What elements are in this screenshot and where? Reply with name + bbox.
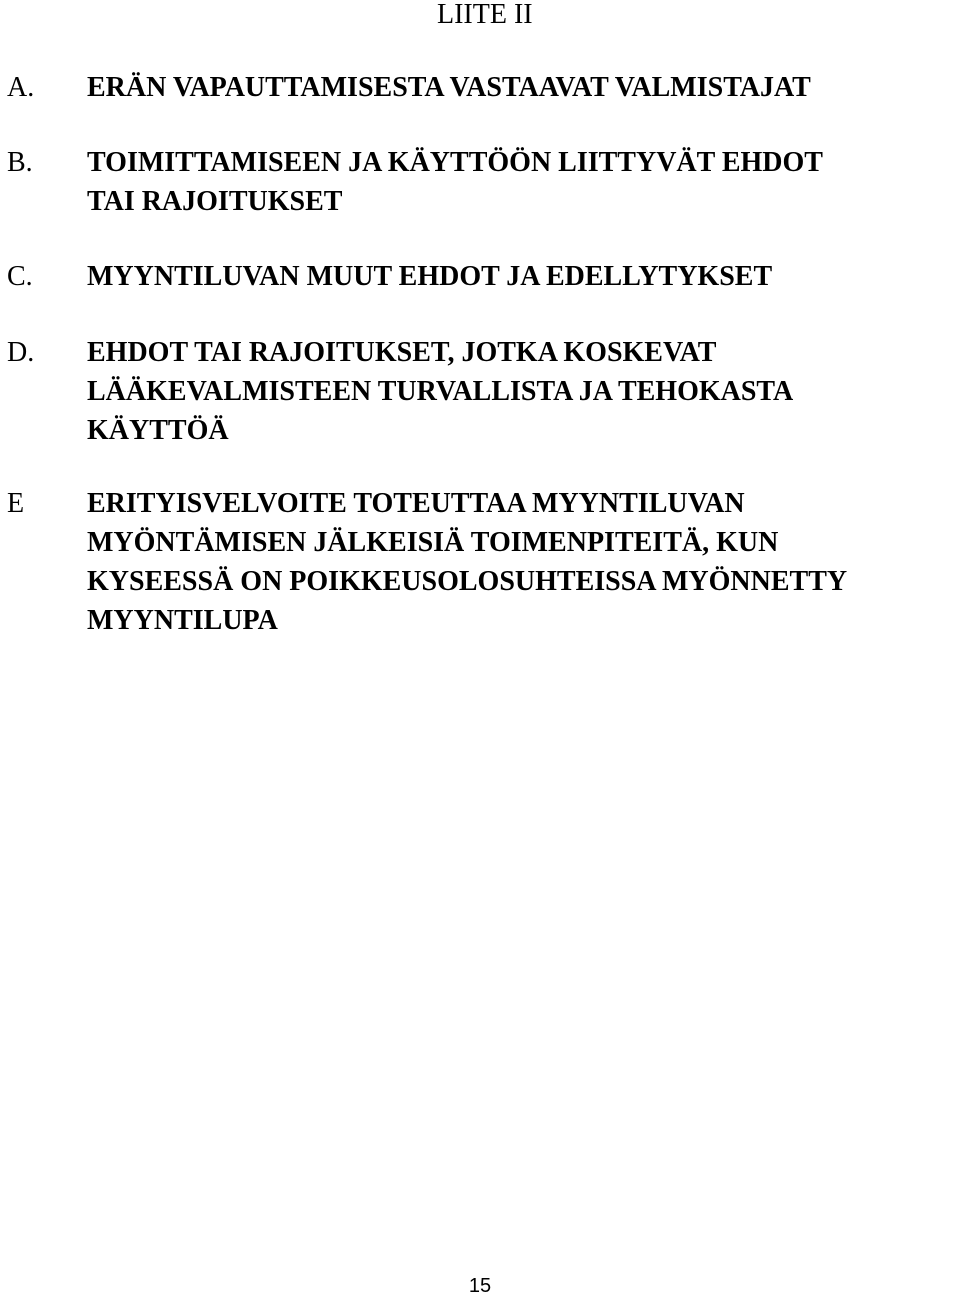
section-letter: E — [7, 488, 25, 519]
section-letter: A. — [7, 72, 35, 103]
section-heading: EHDOT TAI RAJOITUKSET, JOTKA KOSKEVAT LÄÄKEVALMISTEEN TURVALLISTA JA TEHOKASTA KÄYTTÖÄ — [87, 337, 794, 446]
section-c — [7, 257, 957, 296]
section-heading: TOIMITTAMISEEN JA KÄYTTÖÖN LIITTYVÄT EHDOT TAI RAJOITUKSET — [87, 147, 823, 217]
section-d — [7, 333, 957, 450]
section-b — [7, 143, 957, 221]
section-heading: ERITYISVELVOITE TOTEUTTAA MYYNTILUVAN MYÖNTÄMISEN JÄLKEISIÄ TOIMENPITEITÄ, KUN KYSEESSÄ ON POIKKEUSOLOSUHTEISSA MYÖNNETTY MYYNTILUPA — [87, 488, 848, 636]
section-heading: ERÄN VAPAUTTAMISESTA VASTAAVAT VALMISTAJAT — [87, 72, 811, 103]
section-e — [7, 484, 957, 640]
annex-title: LIITE II — [437, 0, 533, 30]
section-letter: D. — [7, 337, 35, 368]
section-heading: MYYNTILUVAN MUUT EHDOT JA EDELLYTYKSET — [87, 261, 773, 292]
page-number: 15 — [468, 1275, 492, 1297]
section-letter: B. — [7, 147, 33, 178]
section-letter: C. — [7, 261, 33, 292]
section-a — [7, 68, 957, 107]
